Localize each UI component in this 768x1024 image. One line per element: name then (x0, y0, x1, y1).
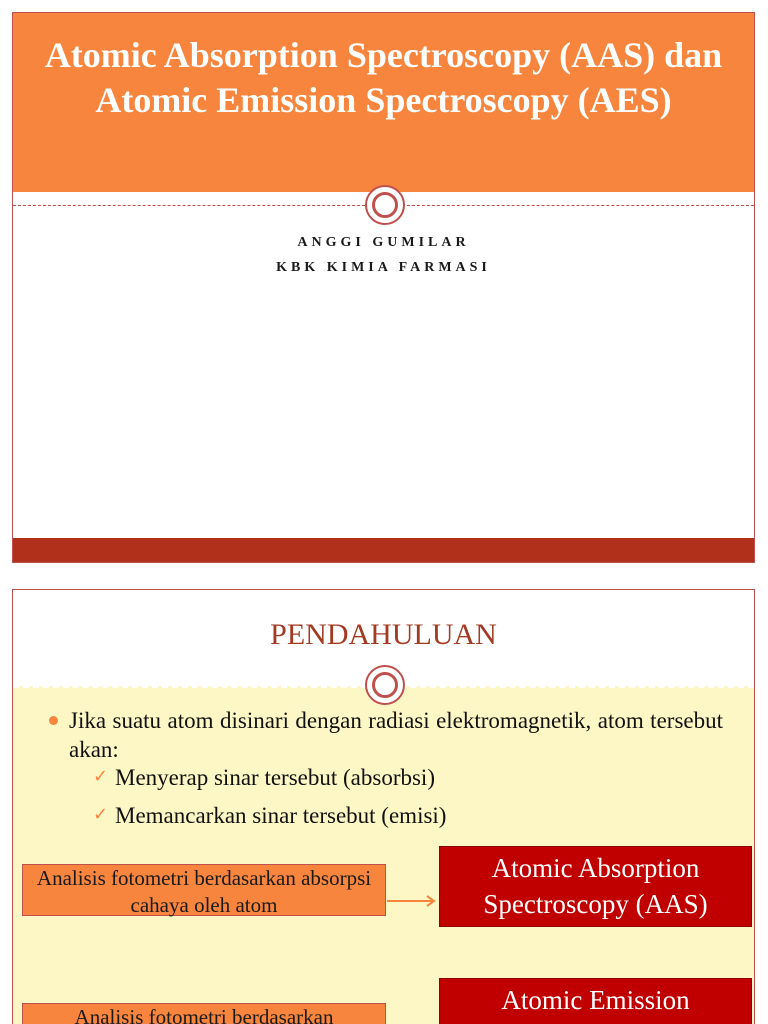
intro-slide (12, 589, 755, 1024)
aes-box: Atomic Emission (439, 978, 752, 1024)
presentation-title: Atomic Absorption Spectroscopy (AAS) dan Atomic Emission Spectroscopy (AES) (44, 35, 723, 120)
checkmark-icon: ✓ (93, 766, 109, 787)
checkmark-icon: ✓ (93, 804, 109, 825)
author-name: ANGGI GUMILAR (297, 235, 470, 250)
arrow-right-icon (387, 895, 439, 907)
sub-item-absorbsi: Menyerap sinar tersebut (absorbsi) (115, 765, 435, 790)
slide-title: PENDAHULUAN (270, 618, 497, 651)
author-affiliation: KBK KIMIA FARMASI (276, 260, 491, 275)
title-header-band (13, 13, 754, 192)
sub-item-emisi: Memancarkan sinar tersebut (emisi) (115, 803, 447, 828)
analysis-box-absorpsi: Analisis fotometri berdasarkan absorpsi cahaya oleh atom (22, 864, 386, 916)
analysis-box-emisi: Analisis fotometri berdasarkan (22, 1003, 386, 1024)
footer-band (13, 538, 754, 563)
title-slide (12, 12, 755, 563)
circle-ornament-icon (365, 665, 405, 705)
bullet-text: Jika suatu atom disinari dengan radiasi elektromagnetik, atom tersebut akan: (69, 708, 723, 762)
bullet-dot-icon (49, 716, 58, 725)
aas-box: Atomic Absorption Spectroscopy (AAS) (439, 846, 752, 927)
circle-ornament-icon (365, 185, 405, 225)
